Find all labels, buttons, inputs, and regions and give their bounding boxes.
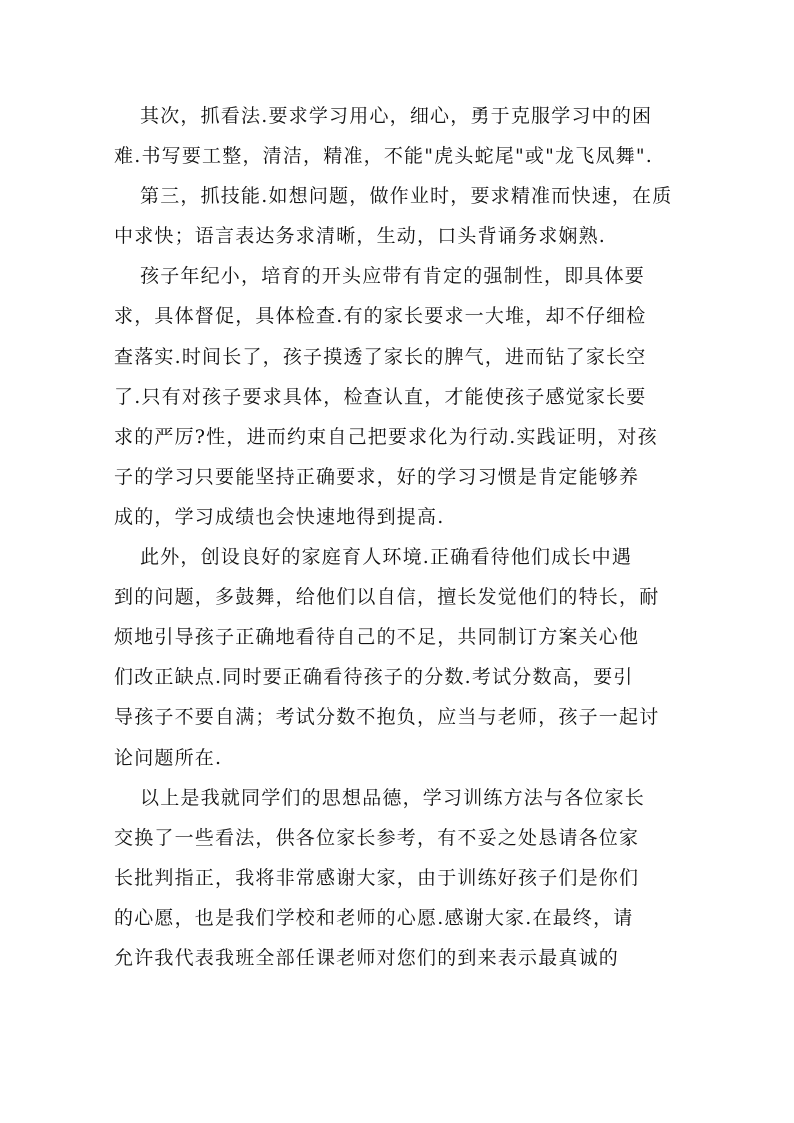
text-line: 烦地引导孩子正确地看待自己的不足，共同制订方案关心他 [114, 626, 640, 649]
text-line: 求，具体督促，具体检查.有的家长要求一大堆，却不仔细检 [114, 305, 647, 328]
text-line: 长批判指正，我将非常感谢大家，由于训练好孩子们是你们 [114, 866, 640, 889]
text-line: 其次，抓看法.要求学习用心，细心，勇于克服学习中的困 [140, 105, 653, 127]
text-line: 导孩子不要自满；考试分数不抱负，应当与老师，孩子一起讨 [114, 706, 660, 729]
text-line: 求的严厉?性，进而约束自己把要求化为行动.实践证明，对孩 [114, 425, 658, 448]
text-line: 第三，抓技能.如想问题，做作业时，要求精准而快速，在质 [140, 185, 673, 208]
text-line: 交换了一些看法，供各位家长参考，有不妥之处恳请各位家 [114, 826, 640, 849]
text-line: 到的问题，多鼓舞，给他们以自信，擅长发觉他们的特长，耐 [114, 586, 660, 609]
text-line: 成的，学习成绩也会快速地得到提高. [114, 505, 445, 528]
text-line: 的心愿，也是我们学校和老师的心愿.感谢大家.在最终，请 [114, 906, 634, 929]
text-line: 查落实.时间长了，孩子摸透了家长的脾气，进而钻了家长空 [114, 345, 647, 368]
text-line: 子的学习只要能坚持正确要求，好的学习习惯是肯定能够养 [114, 465, 640, 488]
body-text [114, 96, 674, 978]
text-line: 们改正缺点.同时要正确看待孩子的分数.考试分数高，要引 [114, 666, 634, 689]
text-line: 允许我代表我班全部任课老师对您们的到来表示最真诚的 [114, 946, 620, 969]
text-line: 以上是我就同学们的思想品德，学习训练方法与各位家长 [140, 786, 646, 809]
text-line: 难.书写要工整，清洁，精准，不能"虎头蛇尾"或"龙飞凤舞". [114, 145, 654, 168]
text-line: 此外，创设良好的家庭育人环境.正确看待他们成长中遇 [140, 546, 633, 569]
text-line: 中求快；语言表达务求清晰，生动，口头背诵务求娴熟. [114, 225, 607, 248]
text-line: 论问题所在. [114, 746, 223, 769]
text-line: 孩子年纪小，培育的开头应带有肯定的强制性，即具体要 [140, 265, 646, 288]
text-line: 了.只有对孩子要求具体，检查认直，才能使孩子感觉家长要 [114, 385, 647, 408]
